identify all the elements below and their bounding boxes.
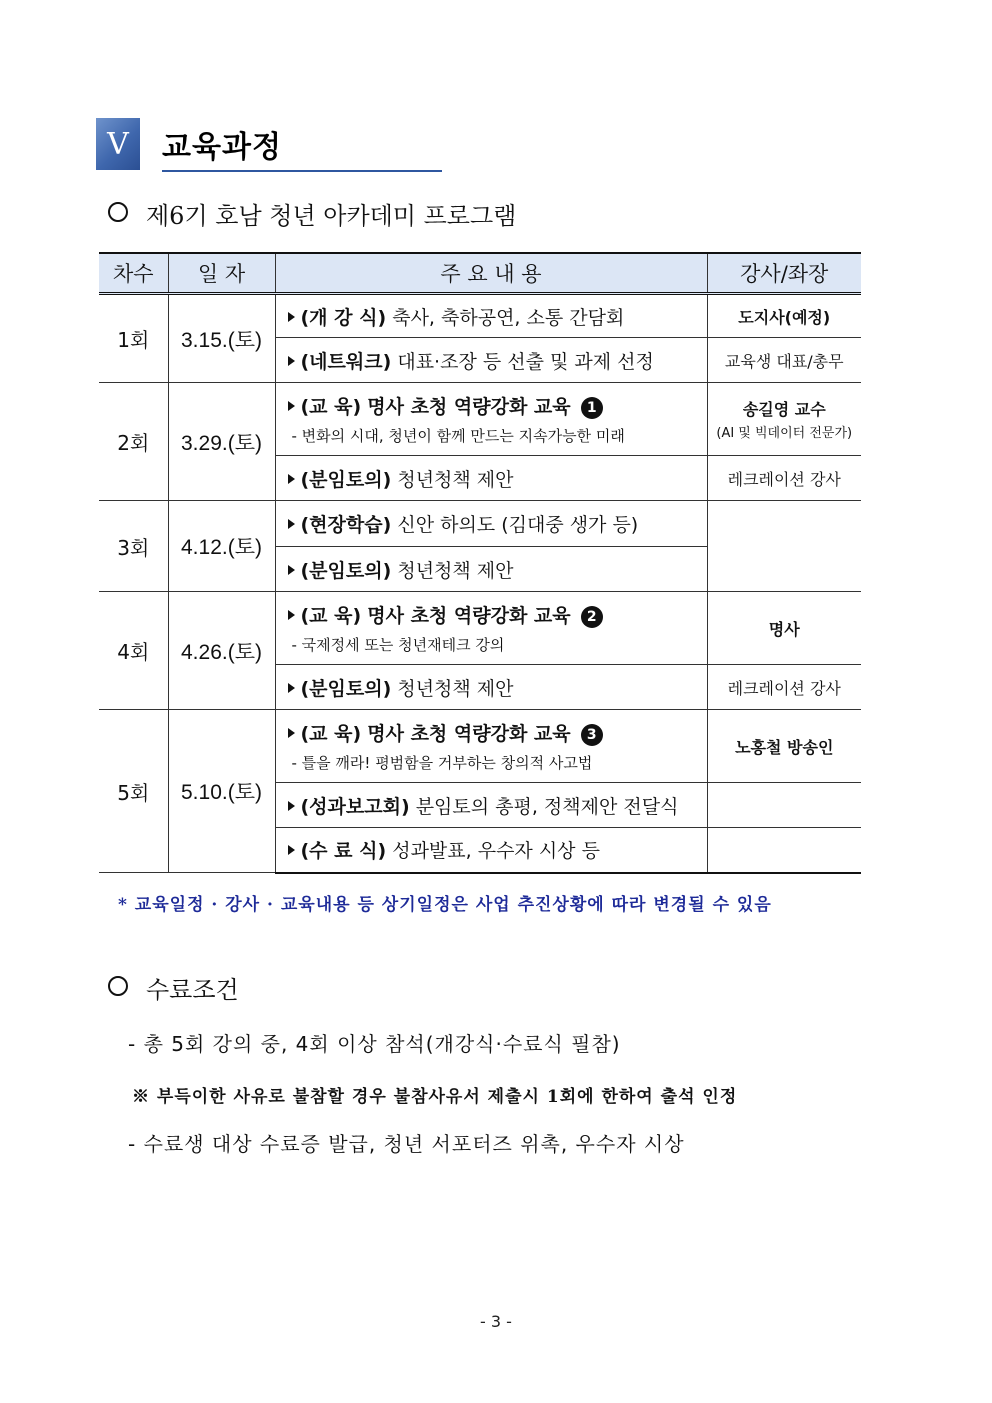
triangle-bullet-icon — [288, 356, 295, 366]
section-numeral: Ⅴ — [96, 118, 140, 170]
session-cell: 4회 — [99, 592, 168, 710]
date-cell: 3.15.(토) — [168, 294, 275, 383]
content-tag: (교 육) — [300, 605, 362, 627]
lecturer-cell — [707, 828, 861, 873]
triangle-bullet-icon — [288, 801, 295, 811]
content-cell — [275, 665, 707, 710]
content-text: 신안 하의도 (김대중 생가 등) — [397, 514, 639, 536]
content-text: 청년청책 제안 — [397, 468, 514, 491]
content-sub: - 변화의 시대, 청년이 함께 만드는 지속가능한 미래 — [291, 427, 625, 445]
schedule-note: * 교육일정 · 강사 · 교육내용 등 상기일정은 사업 추진상황에 따라 변경될 수 있음 — [118, 895, 772, 915]
lecturer-name: 송길영 교수 — [742, 400, 826, 419]
content-tag: (분임토의) — [300, 468, 392, 491]
header-lecturer: 강사/좌장 — [707, 253, 861, 294]
lecturer-cell: 레크레이션 강사 — [707, 456, 861, 501]
completion-heading — [108, 970, 239, 1005]
date-cell: 5.10.(토) — [168, 710, 275, 873]
header-content: 주 요 내 용 — [275, 253, 707, 294]
lecturer-cell: 도지사(예정) — [707, 294, 861, 338]
schedule-table — [99, 252, 861, 874]
triangle-bullet-icon — [288, 610, 295, 620]
triangle-bullet-icon — [288, 519, 295, 529]
lecturer-cell: 레크레이션 강사 — [707, 665, 861, 710]
content-text: 명사 초청 역량강화 교육 — [367, 396, 571, 418]
content-cell — [275, 501, 707, 547]
content-tag: (분임토의) — [300, 677, 392, 700]
date-cell: 4.12.(토) — [168, 501, 275, 592]
content-text: 명사 초청 역량강화 교육 — [367, 605, 571, 627]
content-text: 성과발표, 우수자 시상 등 — [392, 840, 600, 863]
lecturer-cell — [707, 501, 861, 592]
lecturer-cell — [707, 783, 861, 828]
lecturer-sub: (AI 및 빅데이터 전문가) — [716, 426, 853, 441]
lecturer-cell: 교육생 대표/총무 — [707, 338, 861, 383]
table-row — [99, 710, 861, 783]
triangle-bullet-icon — [288, 683, 295, 693]
content-text: 분임토의 총평, 정책제안 전달식 — [415, 795, 679, 818]
lecturer-cell: 명사 — [707, 592, 861, 665]
content-tag: (분임토의) — [300, 559, 392, 582]
content-text: 청년청책 제안 — [397, 677, 514, 700]
number-circle-icon: 3 — [581, 724, 603, 746]
circle-bullet-icon — [108, 202, 128, 222]
content-text: 청년청책 제안 — [397, 559, 514, 582]
content-cell — [275, 783, 707, 828]
triangle-bullet-icon — [288, 728, 295, 738]
completion-line-1: - 총 5회 강의 중, 4회 이상 참석(개강식·수료식 필참) — [128, 1032, 621, 1056]
program-heading-text: 제6기 호남 청년 아카데미 프로그램 — [146, 202, 517, 230]
session-cell: 3회 — [99, 501, 168, 592]
content-cell — [275, 547, 707, 592]
section-title: 교육과정 — [162, 130, 282, 165]
content-cell — [275, 456, 707, 501]
content-text: 명사 초청 역량강화 교육 — [367, 723, 571, 745]
completion-line-2: ※ 부득이한 사유로 불참할 경우 불참사유서 제출시 1회에 한하여 출석 인정 — [132, 1087, 738, 1107]
triangle-bullet-icon — [288, 312, 295, 322]
date-cell: 3.29.(토) — [168, 383, 275, 501]
content-sub: - 틀을 깨라! 평범함을 거부하는 창의적 사고법 — [291, 754, 593, 772]
content-cell — [275, 383, 707, 456]
circle-bullet-icon — [108, 976, 128, 996]
lecturer-cell — [707, 383, 861, 456]
table-header-row — [99, 253, 861, 294]
content-tag: (네트워크) — [300, 350, 392, 373]
content-sub: - 국제정세 또는 청년재테크 강의 — [291, 636, 505, 654]
triangle-bullet-icon — [288, 401, 295, 411]
completion-line-3: - 수료생 대상 수료증 발급, 청년 서포터즈 위촉, 우수자 시상 — [128, 1132, 685, 1156]
table-row — [99, 294, 861, 338]
table-row — [99, 383, 861, 456]
section-underline — [162, 170, 442, 172]
date-cell: 4.26.(토) — [168, 592, 275, 710]
session-cell: 1회 — [99, 294, 168, 383]
program-heading — [108, 196, 516, 231]
completion-heading-text: 수료조건 — [146, 976, 239, 1004]
content-tag: (개 강 식) — [300, 306, 387, 329]
session-cell: 5회 — [99, 710, 168, 873]
triangle-bullet-icon — [288, 565, 295, 575]
number-circle-icon: 2 — [581, 606, 603, 628]
content-cell — [275, 828, 707, 873]
triangle-bullet-icon — [288, 474, 295, 484]
page-number: - 3 - — [480, 1312, 512, 1331]
table-row — [99, 501, 861, 547]
content-tag: (수 료 식) — [300, 840, 387, 863]
header-session: 차수 — [99, 253, 168, 294]
content-tag: (교 육) — [300, 396, 362, 418]
header-date: 일 자 — [168, 253, 275, 294]
table-row — [99, 592, 861, 665]
content-text: 대표·조장 등 선출 및 과제 선정 — [397, 350, 654, 373]
triangle-bullet-icon — [288, 845, 295, 855]
section-header — [96, 118, 442, 172]
content-cell — [275, 592, 707, 665]
content-cell — [275, 710, 707, 783]
content-tag: (교 육) — [300, 723, 362, 745]
content-cell — [275, 294, 707, 338]
lecturer-cell: 노홍철 방송인 — [707, 710, 861, 783]
content-cell — [275, 338, 707, 383]
session-cell: 2회 — [99, 383, 168, 501]
content-tag: (성과보고회) — [300, 795, 410, 818]
content-tag: (현장학습) — [300, 514, 392, 536]
content-text: 축사, 축하공연, 소통 간담회 — [392, 306, 625, 329]
number-circle-icon: 1 — [581, 397, 603, 419]
